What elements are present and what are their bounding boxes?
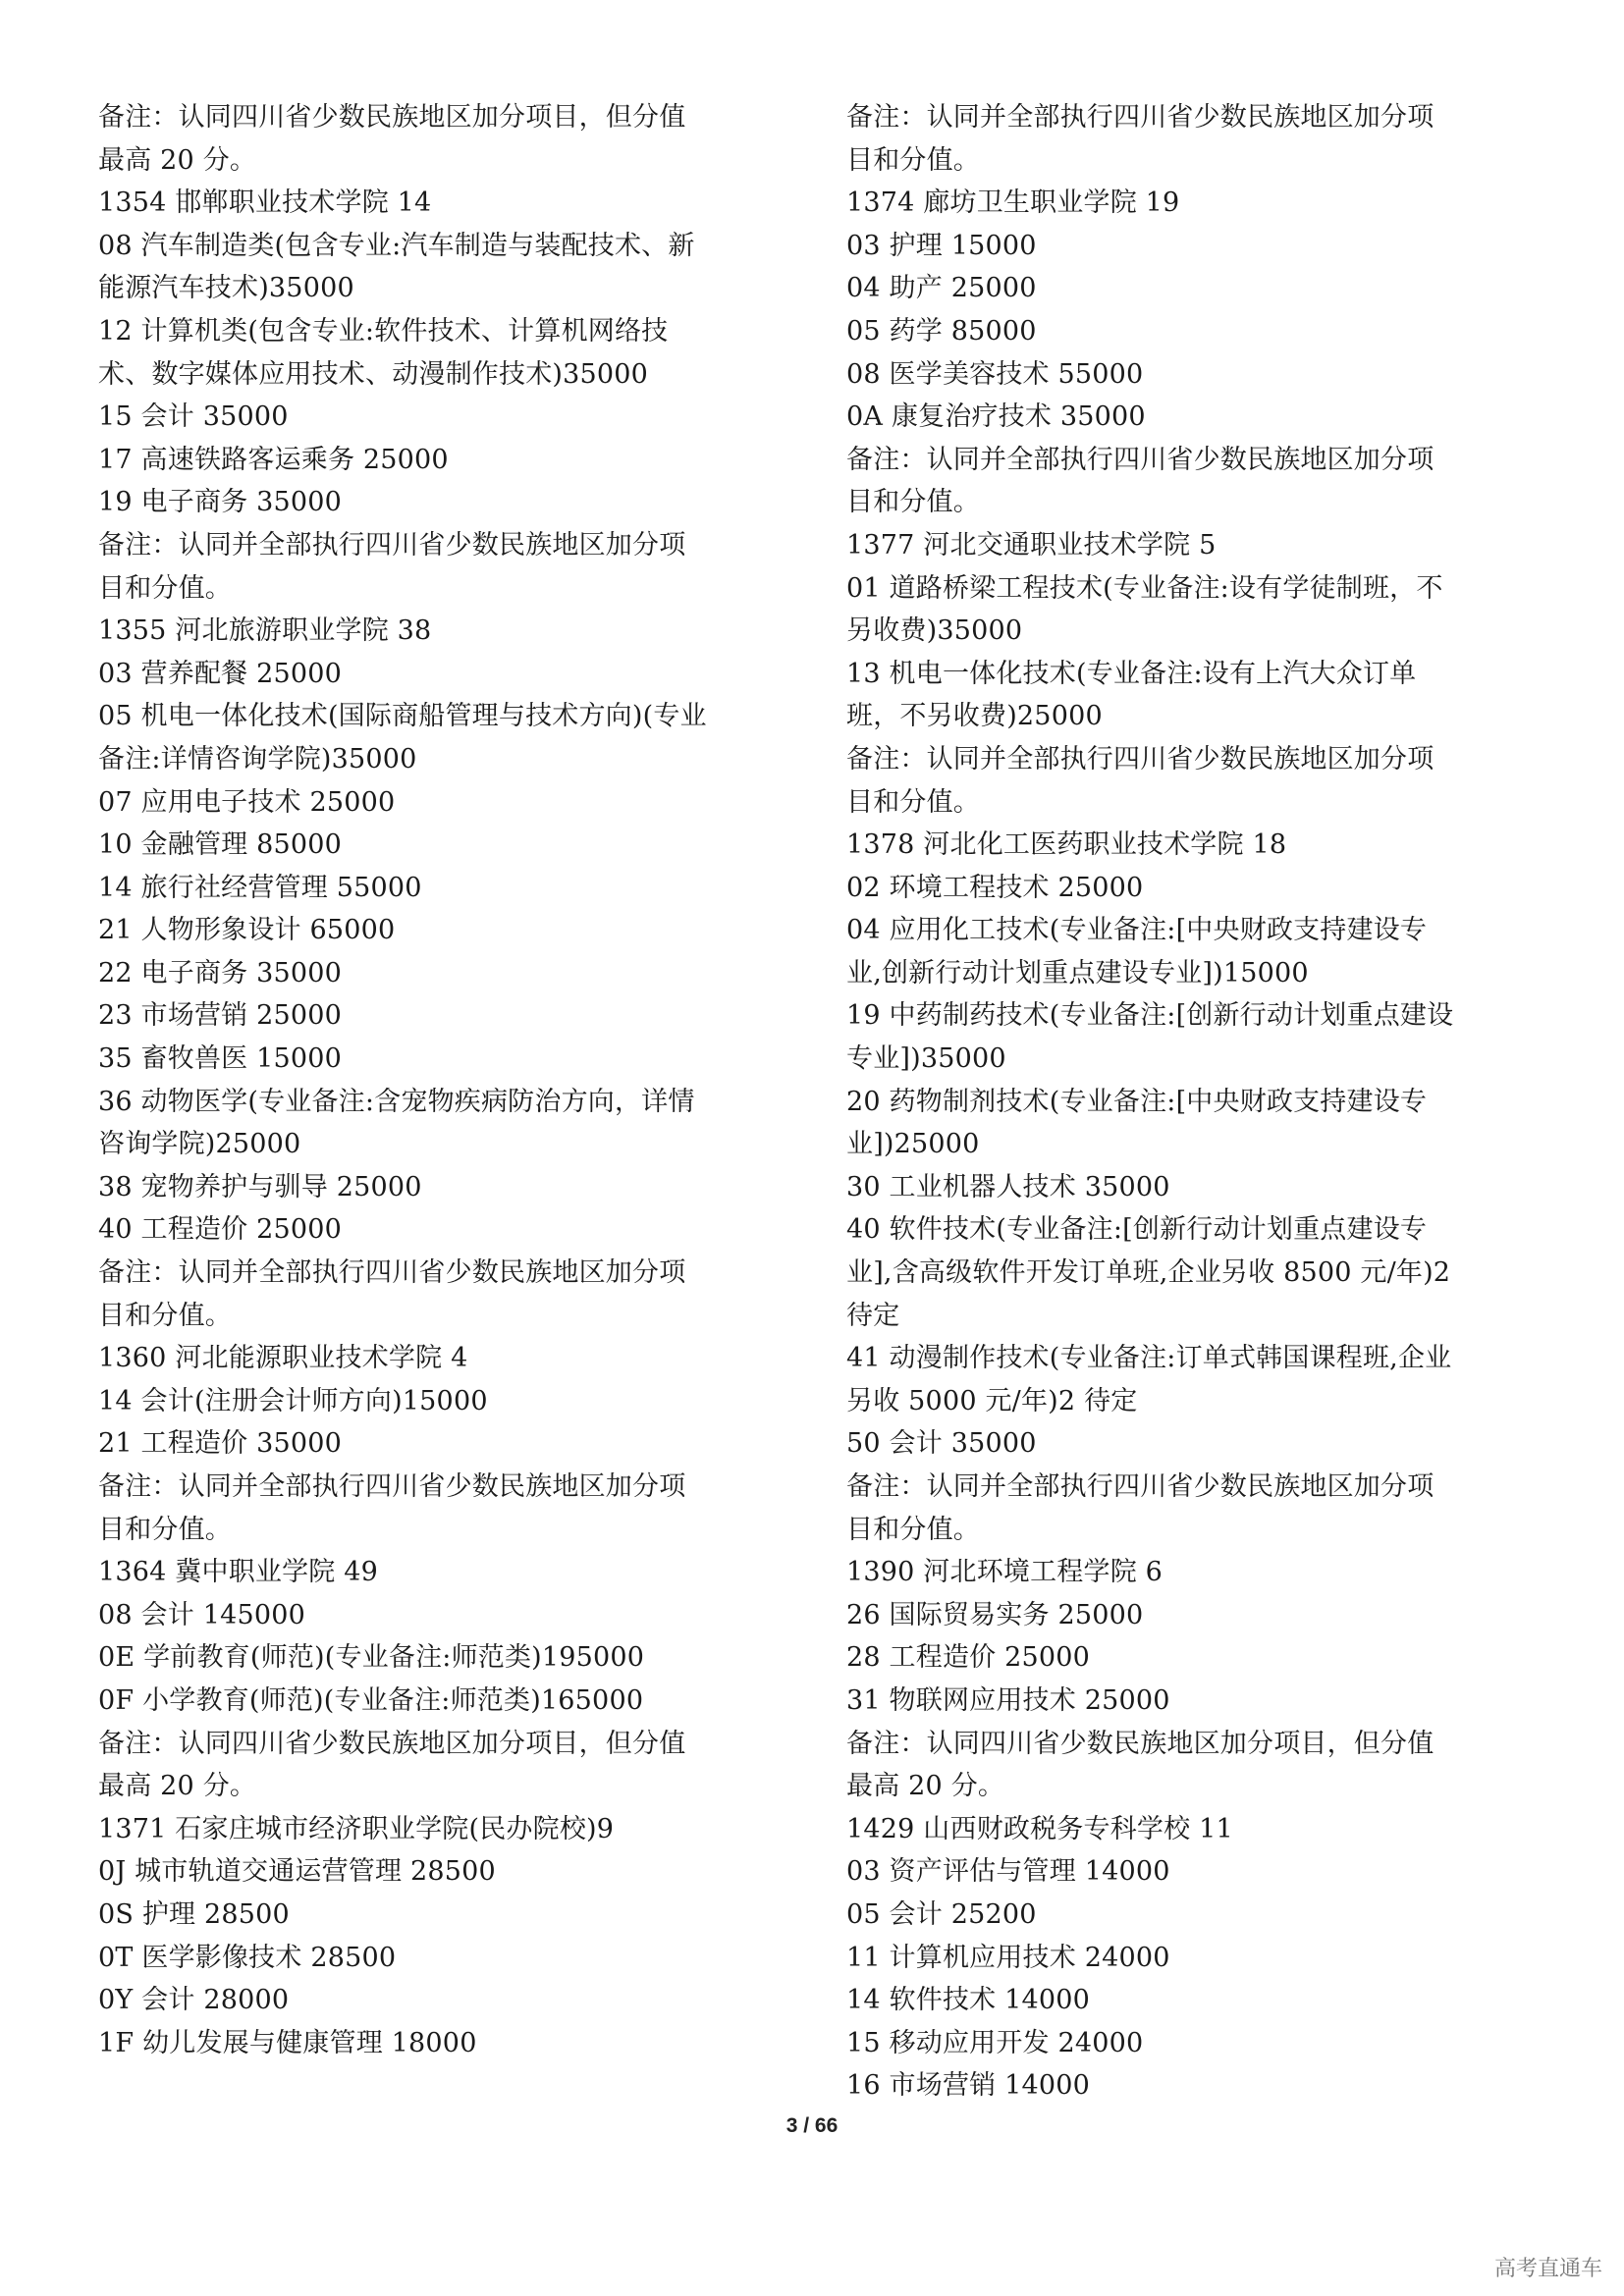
text-line: 备注：认同并全部执行四川省少数民族地区加分项 [98, 1471, 686, 1502]
text-line: 咨询学院)25000 [98, 1129, 301, 1160]
text-line: 目和分值。 [846, 144, 980, 176]
text-line: 0Y 会计 28000 [98, 1985, 290, 2016]
text-line: 业],含高级软件开发订单班,企业另收 8500 元/年)2 [846, 1257, 1451, 1289]
watermark: 高考直通车 [1493, 2257, 1602, 2281]
text-line: 14 软件技术 14000 [846, 1985, 1091, 2016]
text-line: 21 工程造价 35000 [98, 1428, 343, 1460]
text-line: 05 会计 25200 [846, 1898, 1037, 1930]
text-line: 50 会计 35000 [846, 1428, 1037, 1460]
text-line: 1374 廊坊卫生职业学院 19 [846, 187, 1180, 219]
page-number: 3 / 66 [785, 2114, 839, 2137]
text-line: 0E 学前教育(师范)(专业备注:师范类)195000 [98, 1642, 645, 1674]
text-line: 目和分值。 [98, 1300, 232, 1331]
text-line: 1429 山西财政税务专科学校 11 [846, 1813, 1233, 1844]
text-line: 31 物联网应用技术 25000 [846, 1684, 1170, 1716]
text-line: 目和分值。 [846, 487, 980, 518]
text-line: 备注：认同并全部执行四川省少数民族地区加分项 [846, 743, 1435, 774]
text-line: 业,创新行动计划重点建设专业])15000 [846, 957, 1309, 988]
text-line: 05 药学 85000 [846, 315, 1037, 347]
text-line: 最高 20 分。 [98, 1771, 257, 1802]
text-line: 备注：认同四川省少数民族地区加分项目，但分值 [98, 1728, 686, 1759]
text-line: 28 工程造价 25000 [846, 1642, 1091, 1674]
text-line: 专业])35000 [846, 1043, 1006, 1075]
text-line: 14 会计(注册会计师方向)15000 [98, 1385, 488, 1416]
text-line: 1364 冀中职业学院 49 [98, 1557, 379, 1588]
text-line: 1355 河北旅游职业学院 38 [98, 615, 432, 647]
text-line: 11 计算机应用技术 24000 [846, 1942, 1170, 1973]
text-line: 0J 城市轨道交通运营管理 28500 [98, 1856, 496, 1888]
text-line: 0F 小学教育(师范)(专业备注:师范类)165000 [98, 1684, 644, 1716]
text-line: 36 动物医学(专业备注:含宠物疾病防治方向，详情 [98, 1086, 695, 1117]
text-line: 目和分值。 [98, 572, 232, 604]
text-line: 0A 康复治疗技术 35000 [846, 401, 1146, 433]
text-line: 0S 护理 28500 [98, 1898, 290, 1930]
text-line: 02 环境工程技术 25000 [846, 872, 1144, 903]
text-line: 能源汽车技术)35000 [98, 273, 354, 304]
text-line: 08 汽车制造类(包含专业:汽车制造与装配技术、新 [98, 230, 695, 261]
text-line: 待定 [846, 1300, 900, 1331]
text-line: 0T 医学影像技术 28500 [98, 1942, 397, 1973]
text-line: 08 会计 145000 [98, 1599, 305, 1630]
text-line: 05 机电一体化技术(国际商船管理与技术方向)(专业 [98, 701, 707, 732]
text-line: 23 市场营销 25000 [98, 1000, 343, 1032]
text-line: 备注：认同四川省少数民族地区加分项目，但分值 [98, 102, 686, 133]
text-line: 17 高速铁路客运乘务 25000 [98, 444, 449, 475]
text-line: 1378 河北化工医药职业技术学院 18 [846, 829, 1287, 861]
text-line: 30 工业机器人技术 35000 [846, 1171, 1170, 1202]
left-text-column [98, 96, 805, 2064]
text-line: 备注：认同并全部执行四川省少数民族地区加分项 [846, 1471, 1435, 1502]
text-line: 21 人物形象设计 65000 [98, 915, 396, 946]
text-line: 备注：认同并全部执行四川省少数民族地区加分项 [846, 102, 1435, 133]
text-line: 另收费)35000 [846, 615, 1023, 647]
text-line: 术、数字媒体应用技术、动漫制作技术)35000 [98, 358, 649, 390]
text-line: 03 资产评估与管理 14000 [846, 1856, 1170, 1888]
text-line: 15 会计 35000 [98, 401, 289, 433]
text-line: 13 机电一体化技术(专业备注:设有上汽大众订单 [846, 658, 1417, 689]
text-line: 03 营养配餐 25000 [98, 658, 343, 689]
text-line: 19 电子商务 35000 [98, 487, 343, 518]
text-line: 40 软件技术(专业备注:[创新行动计划重点建设专 [846, 1214, 1428, 1246]
text-line: 20 药物制剂技术(专业备注:[中央财政支持建设专 [846, 1086, 1428, 1117]
text-line: 另收 5000 元/年)2 待定 [846, 1385, 1138, 1416]
text-line: 备注：认同并全部执行四川省少数民族地区加分项 [846, 444, 1435, 475]
text-line: 备注：认同四川省少数民族地区加分项目，但分值 [846, 1728, 1435, 1759]
text-line: 10 金融管理 85000 [98, 829, 343, 861]
text-line: 03 护理 15000 [846, 230, 1037, 261]
text-line: 1F 幼儿发展与健康管理 18000 [98, 2027, 477, 2058]
text-line: 08 医学美容技术 55000 [846, 358, 1144, 390]
text-line: 1371 石家庄城市经济职业学院(民办院校)9 [98, 1813, 615, 1844]
text-line: 15 移动应用开发 24000 [846, 2027, 1144, 2058]
text-line: 目和分值。 [846, 1514, 980, 1545]
text-line: 07 应用电子技术 25000 [98, 786, 396, 818]
text-line: 04 助产 25000 [846, 273, 1037, 304]
text-line: 40 工程造价 25000 [98, 1214, 343, 1246]
text-line: 1390 河北环境工程学院 6 [846, 1557, 1164, 1588]
text-line: 04 应用化工技术(专业备注:[中央财政支持建设专 [846, 915, 1428, 946]
text-line: 35 畜牧兽医 15000 [98, 1043, 343, 1075]
right-text-column [846, 96, 1553, 2108]
text-line: 备注:详情咨询学院)35000 [98, 743, 417, 774]
text-line: 38 宠物养护与驯导 25000 [98, 1171, 422, 1202]
text-line: 1360 河北能源职业技术学院 4 [98, 1343, 468, 1374]
text-line: 14 旅行社经营管理 55000 [98, 872, 422, 903]
text-line: 19 中药制药技术(专业备注:[创新行动计划重点建设 [846, 1000, 1454, 1032]
text-line: 目和分值。 [846, 786, 980, 818]
text-line: 12 计算机类(包含专业:软件技术、计算机网络技 [98, 315, 669, 347]
text-line: 班，不另收费)25000 [846, 701, 1103, 732]
text-line: 业])25000 [846, 1129, 980, 1160]
text-line: 最高 20 分。 [98, 144, 257, 176]
text-line: 16 市场营销 14000 [846, 2070, 1091, 2102]
text-line: 备注：认同并全部执行四川省少数民族地区加分项 [98, 529, 686, 561]
text-line: 22 电子商务 35000 [98, 957, 343, 988]
text-line: 最高 20 分。 [846, 1771, 1005, 1802]
text-line: 41 动漫制作技术(专业备注:订单式韩国课程班,企业 [846, 1343, 1452, 1374]
text-line: 备注：认同并全部执行四川省少数民族地区加分项 [98, 1257, 686, 1289]
text-line: 26 国际贸易实务 25000 [846, 1599, 1144, 1630]
text-line: 1377 河北交通职业技术学院 5 [846, 529, 1217, 561]
text-line: 01 道路桥梁工程技术(专业备注:设有学徒制班，不 [846, 572, 1443, 604]
text-line: 1354 邯郸职业技术学院 14 [98, 187, 432, 219]
text-line: 目和分值。 [98, 1514, 232, 1545]
